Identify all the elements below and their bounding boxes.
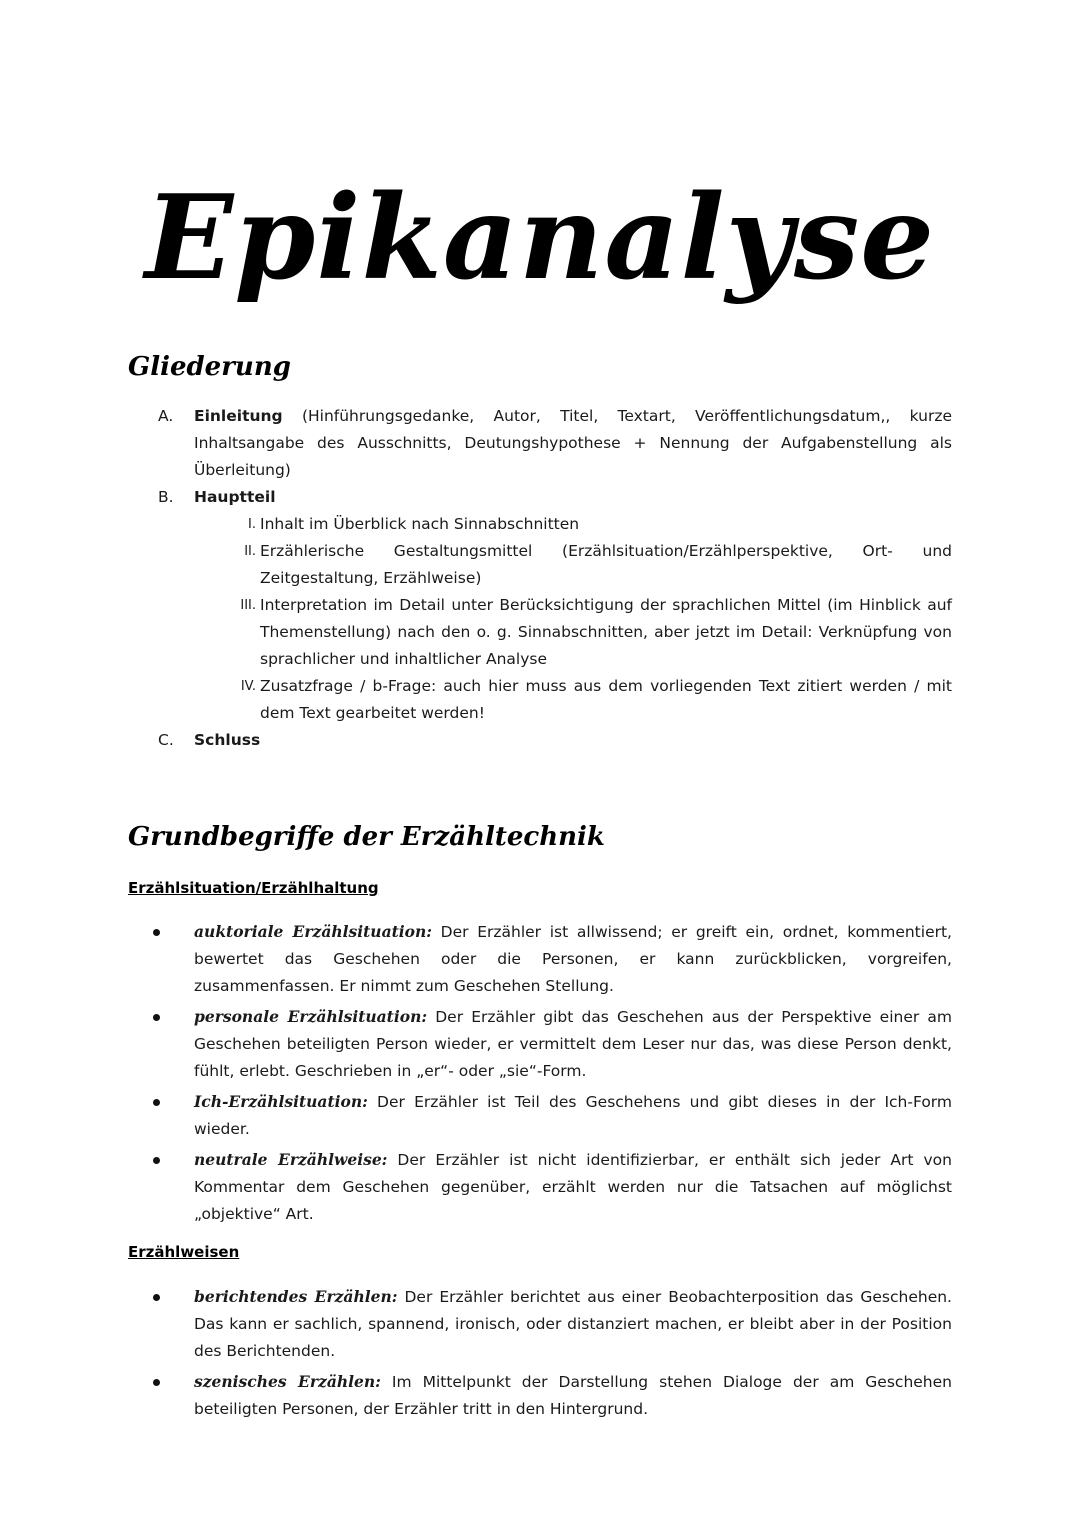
situation-item — [150, 1003, 952, 1085]
hauptteil-item — [224, 538, 952, 592]
modes-heading: Erzählweisen — [128, 1243, 240, 1261]
term-text: Im Mittelpunkt der Darstellung stehen Dialoge der am Geschehen beteiligten Personen, der Erzähler tritt in den Hintergrund. — [194, 1373, 952, 1418]
outline-item-b — [158, 484, 952, 727]
term-label: berichtendes Erzählen: — [194, 1287, 398, 1306]
hauptteil-item — [224, 511, 952, 538]
outline-item-a — [158, 403, 952, 484]
term-text: Der Erzähler ist allwissend; er greift ein, ordnet, kommentiert, bewertet das Geschehen oder die Personen, er kann zurückblicken, vorgreifen, zusammenfassen. Er nimmt zum Geschehen Stellung. — [194, 923, 952, 995]
situation-heading: Erzählsituation/Erzählhaltung — [128, 879, 379, 897]
hauptteil-text: Inhalt im Überblick nach Sinnabschnitten — [260, 515, 580, 533]
outline-label: Schluss — [194, 731, 261, 749]
term-text: Der Erzähler ist Teil des Geschehens und gibt dieses in der Ich-Form wieder. — [194, 1093, 952, 1138]
outline-text: (Hinführungsgedanke, Autor, Titel, Textart, Veröffentlichungsdatum,, kurze Inhaltsangabe des Ausschnitts, Deutungshypothese + Nennung der Aufgabenstellung als Überleitung) — [194, 407, 952, 479]
hauptteil-text: Zusatzfrage / b-Frage: auch hier muss aus dem vorliegenden Text zitiert werden / mit dem Text gearbeitet werden! — [260, 677, 952, 722]
outline-marker: B. — [158, 488, 174, 506]
hauptteil-text: Erzählerische Gestaltungsmittel (Erzählsituation/Erzählperspektive, Ort- und Zeitgestaltung, Erzählweise) — [260, 542, 952, 587]
outline-list — [158, 403, 952, 754]
outline-label: Einleitung — [194, 407, 283, 425]
bullet-icon — [153, 1099, 160, 1106]
mode-item — [150, 1368, 952, 1423]
situation-item — [150, 918, 952, 1000]
term-text: Der Erzähler ist nicht identifizierbar, er enthält sich jeder Art von Kommentar dem Geschehen gegenüber, erzählt werden nur die Tatsachen auf möglichst „objektive“ Art. — [194, 1151, 952, 1223]
bullet-icon — [153, 1014, 160, 1021]
outline-marker: C. — [158, 731, 174, 749]
situation-item — [150, 1146, 952, 1228]
term-text: Der Erzähler gibt das Geschehen aus der Perspektive einer am Geschehen beteiligten Person wieder, er vermittelt dem Leser nur das, was diese Person denkt, fühlt, erlebt. Geschrieben in „er“- oder „sie“-Form. — [194, 1008, 953, 1080]
term-label: Ich-Erzählsituation: — [194, 1092, 368, 1111]
bullet-icon — [153, 1294, 160, 1301]
situation-list — [150, 918, 952, 1231]
term-label: neutrale Erzählweise: — [194, 1150, 388, 1169]
term-label: auktoriale Erzählsituation: — [194, 922, 432, 941]
hauptteil-item — [224, 673, 952, 727]
roman-marker: II. — [244, 544, 256, 559]
hauptteil-text: Interpretation im Detail unter Berücksichtigung der sprachlichen Mittel (im Hinblick auf Themenstellung) nach den o. g. Sinnabschnitten, aber jetzt im Detail: Verknüpfung von sprachlicher und inhaltlicher Analyse — [260, 596, 952, 668]
bullet-icon — [153, 1379, 160, 1386]
situation-item — [150, 1088, 952, 1143]
hauptteil-list — [194, 511, 952, 727]
outline-label: Hauptteil — [194, 488, 276, 506]
roman-marker: IV. — [240, 679, 256, 694]
bullet-icon — [153, 1157, 160, 1164]
mode-item — [150, 1283, 952, 1365]
page-title: Epikanalyse — [144, 170, 936, 306]
roman-marker: III. — [240, 598, 256, 613]
hauptteil-item — [224, 592, 952, 673]
roman-marker: I. — [248, 517, 256, 532]
term-text: Der Erzähler berichtet aus einer Beobachterposition das Geschehen. Das kann er sachlich, spannend, ironisch, oder distanziert machen, er bleibt aber in der Position des Berichtenden. — [194, 1288, 952, 1360]
term-label: personale Erzählsituation: — [194, 1007, 428, 1026]
bullet-icon — [153, 929, 160, 936]
outline-marker: A. — [158, 407, 174, 425]
outline-item-c — [158, 727, 952, 754]
modes-list — [150, 1283, 952, 1426]
outline-heading: Gliederung — [128, 352, 291, 382]
term-label: szenisches Erzählen: — [194, 1372, 381, 1391]
basics-heading: Grundbegriffe der Erzähltechnik — [128, 822, 605, 852]
